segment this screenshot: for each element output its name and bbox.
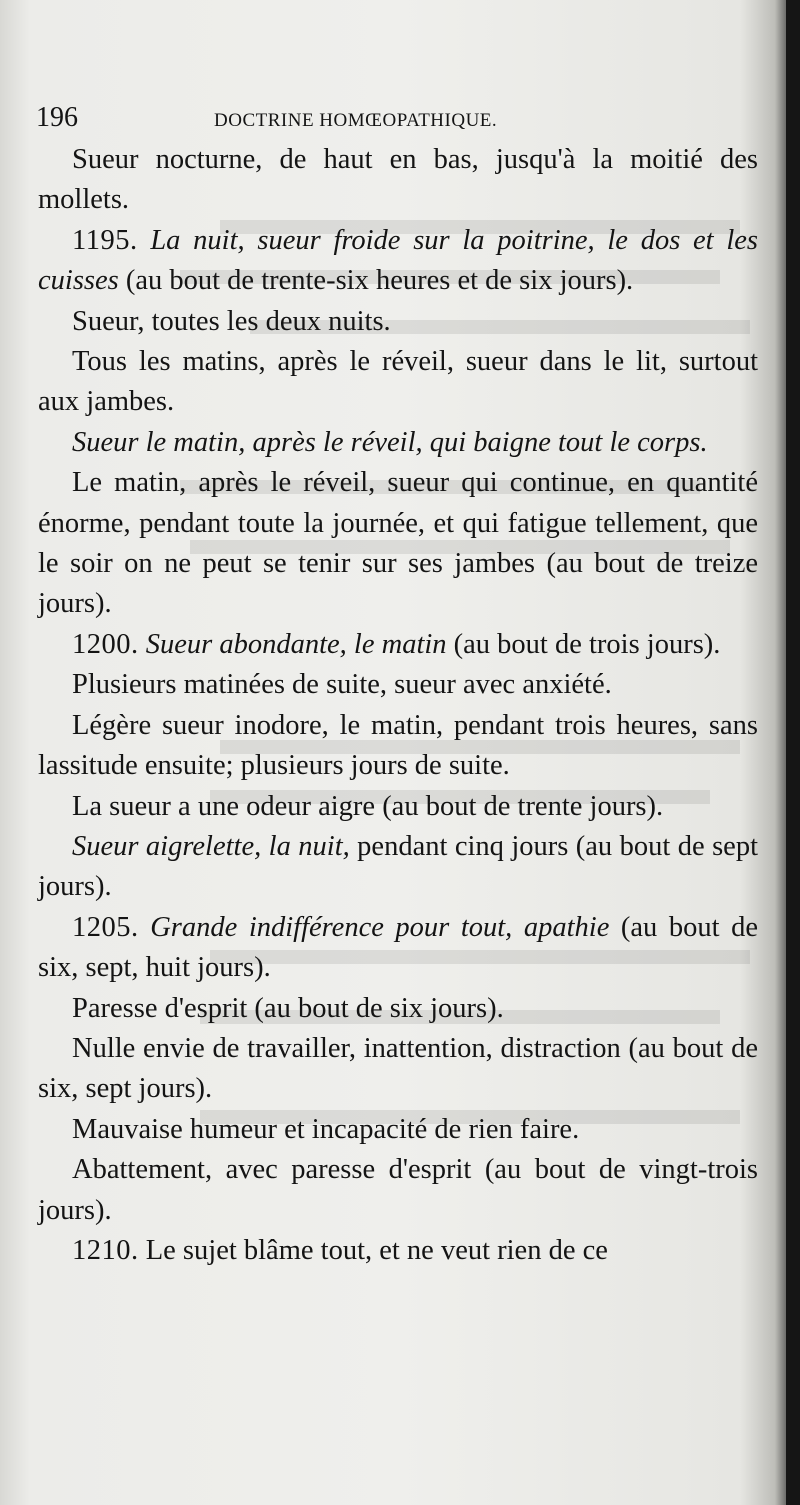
page-number: 196: [36, 102, 78, 133]
paragraph: Mauvaise humeur et incapacité de rien faire.: [72, 1113, 580, 1145]
paragraph: 1205. Grande indifférence pour tout, apathie (au bout de six, sept, huit jours).: [38, 911, 758, 984]
paragraph: 1210. Le sujet blâme tout, et ne veut rien de ce: [72, 1234, 608, 1266]
entry-number: 1210.: [72, 1234, 139, 1266]
page-header: [36, 102, 596, 138]
body-text: [38, 140, 758, 1271]
paragraph: Légère sueur inodore, le matin, pendant trois heures, sans lassitude ensuite; plusieurs jours de suite.: [38, 709, 758, 782]
paragraph: Le matin, après le réveil, sueur qui continue, en quantité énorme, pendant toute la journée, et qui fatigue tellement, que le soir on ne peut se tenir sur ses jambes (au bout de treize jours).: [38, 467, 758, 620]
paragraph: 1200. Sueur abondante, le matin (au bout de trois jours).: [72, 628, 721, 660]
binding-edge-shadow: [786, 0, 800, 1505]
entry-number: 1195.: [72, 224, 138, 256]
paragraph: Abattement, avec paresse d'esprit (au bout de vingt-trois jours).: [38, 1154, 758, 1226]
paragraph: Nulle envie de travailler, inattention, distraction (au bout de six, sept jours).: [38, 1032, 758, 1105]
paragraph: Plusieurs matinées de suite, sueur avec anxiété.: [72, 669, 612, 701]
paragraph: Sueur nocturne, de haut en bas, jusqu'à la moitié des mollets.: [38, 144, 758, 216]
paragraph: Tous les matins, après le réveil, sueur dans le lit, surtout aux jambes.: [38, 346, 758, 418]
paragraph: La sueur a une odeur aigre (au bout de trente jours).: [72, 790, 664, 822]
entry-number: 1205.: [72, 911, 139, 943]
paragraph: Sueur, toutes les deux nuits.: [72, 305, 391, 337]
running-head: DOCTRINE HOMŒOPATHIQUE.: [214, 110, 498, 131]
entry-number: 1200.: [72, 628, 139, 660]
paragraph: Sueur aigrelette, la nuit, pendant cinq jours (au bout de sept jours).: [38, 830, 758, 903]
paragraph: 1195. La nuit, sueur froide sur la poitrine, le dos et les cuisses (au bout de trente-six heures et de six jours).: [38, 224, 758, 297]
paragraph: Sueur le matin, après le réveil, qui baigne tout le corps.: [72, 426, 708, 458]
paragraph: Paresse d'esprit (au bout de six jours).: [72, 992, 504, 1024]
